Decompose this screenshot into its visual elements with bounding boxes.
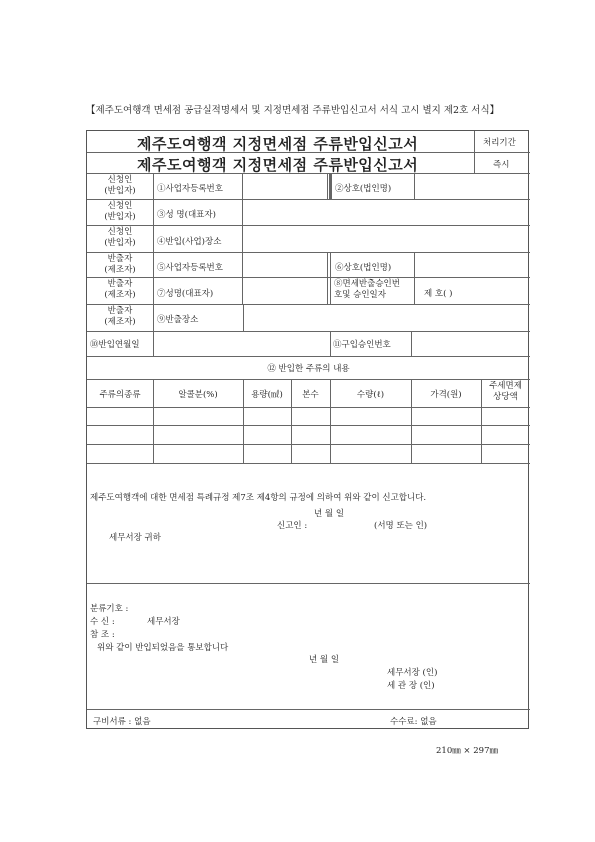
carrier-label-line: 반출자 bbox=[107, 254, 133, 264]
row-divider bbox=[87, 356, 530, 357]
carrier-business-number-label: ⑤사업자등록번호 bbox=[157, 263, 223, 273]
col-header-line: 주세면제 bbox=[489, 381, 522, 391]
import-date-label: ⑩반입연월일 bbox=[90, 340, 140, 350]
exemption-approval-value: 제 호( ) bbox=[424, 289, 453, 299]
representative-name-label: ③성 명(대표자) bbox=[157, 210, 216, 220]
class-code-label: 분류기호 : bbox=[90, 604, 129, 614]
col-divider bbox=[414, 173, 415, 199]
col-divider bbox=[330, 331, 331, 356]
fee: 수수료: 없음 bbox=[390, 717, 437, 727]
declaration-text: 제주도여행객에 대한 면세점 특례규정 제7조 제4항의 규정에 의하여 위와 같이 신고합니다. bbox=[90, 493, 427, 503]
applicant-label-line: (반입자) bbox=[104, 212, 136, 222]
applicant-label-line: (반입자) bbox=[104, 186, 136, 196]
required-documents: 구비서류 : 없음 bbox=[93, 717, 151, 727]
col-divider bbox=[329, 173, 330, 199]
col-divider bbox=[327, 252, 328, 304]
col-divider bbox=[331, 173, 332, 199]
carrier-label-line: 반출자 bbox=[107, 306, 133, 316]
col-header-capacity: 용량(㎖) bbox=[251, 390, 283, 400]
col-divider bbox=[153, 331, 154, 356]
form-header-note: 【제주도여행객 면세점 공급실적명세서 및 지정면세점 주류반입신고서 서식 고시 별지 제2호 서식】 bbox=[86, 105, 500, 116]
exemption-approval-label-line: ⑧면세반출승인번 bbox=[334, 279, 400, 289]
liquor-contents-heading: ⑫ 반입한 주류의 내용 bbox=[267, 364, 350, 374]
addressee: 세무서장 귀하 bbox=[109, 533, 161, 543]
notice-text: 위와 같이 반입되었음을 통보합니다 bbox=[97, 643, 229, 653]
col-header-alcohol: 알콜분(%) bbox=[178, 390, 218, 400]
exemption-approval-label-line: 호및 승인일자 bbox=[334, 290, 386, 300]
recipient-value: 세무서장 bbox=[147, 617, 180, 627]
applicant-label-line: 신청인 bbox=[107, 201, 133, 211]
carrier-label-line: (제조자) bbox=[104, 317, 136, 327]
applicant-label-line: 신청인 bbox=[107, 227, 133, 237]
applicant-label-line: 신청인 bbox=[107, 175, 133, 185]
declaration-form bbox=[86, 130, 529, 729]
recipient-label: 수 신 : bbox=[90, 617, 115, 627]
applicant-label bbox=[87, 175, 153, 197]
form-title-repeat: 제주도여행객 지정면세점 주류반입신고서 bbox=[137, 156, 419, 174]
row-divider bbox=[87, 463, 530, 464]
carrier-label-line: (제조자) bbox=[104, 290, 136, 300]
processing-period-label: 처리기간 bbox=[483, 138, 516, 148]
applicant-label-line: (반입자) bbox=[104, 238, 136, 248]
paper-size: 210㎜ × 297㎜ bbox=[436, 746, 498, 756]
applicant-label bbox=[87, 227, 153, 249]
col-header-line: 상당액 bbox=[493, 392, 518, 402]
carrier-label-line: (제조자) bbox=[104, 265, 136, 275]
col-header-price: 가격(원) bbox=[430, 390, 462, 400]
col-header-tax-exempt bbox=[481, 381, 530, 403]
reference-label: 참 조 : bbox=[90, 630, 115, 640]
col-divider bbox=[242, 173, 243, 304]
carrier-label bbox=[87, 279, 153, 301]
carrier-company-name-label: ⑥상호(법인명) bbox=[335, 263, 392, 273]
form-title: 제주도여행객 지정면세점 주류반입신고서 bbox=[137, 135, 419, 153]
col-header-quantity: 수량(ℓ) bbox=[356, 390, 385, 400]
customs-sign: 세 관 장 (인) bbox=[387, 681, 435, 691]
notice-date: 년 월 일 bbox=[309, 655, 340, 665]
col-divider bbox=[411, 331, 412, 356]
col-divider bbox=[474, 131, 475, 173]
col-header-liquor-type: 주류의종류 bbox=[99, 390, 141, 400]
business-number-label: ①사업자등록번호 bbox=[157, 184, 223, 194]
col-divider bbox=[153, 173, 154, 331]
import-place-label: ④반입(사업)장소 bbox=[157, 237, 222, 247]
declaration-date: 년 월 일 bbox=[314, 509, 345, 519]
applicant-label bbox=[87, 201, 153, 223]
processing-period-value: 즉시 bbox=[493, 160, 510, 170]
row-divider bbox=[87, 583, 530, 584]
purchase-approval-label: ⑪구입승인번호 bbox=[333, 340, 391, 350]
declarant-label: 신고인 : bbox=[277, 521, 308, 531]
declarant-sign: (서명 또는 인) bbox=[374, 521, 428, 531]
tax-office-sign: 세무서장 (인) bbox=[387, 668, 438, 678]
exemption-approval-label bbox=[330, 279, 418, 301]
carry-out-place-label: ⑨반출장소 bbox=[157, 315, 199, 325]
col-divider bbox=[327, 173, 328, 199]
carrier-representative-label: ⑦성명(대표자) bbox=[157, 289, 214, 299]
carrier-label bbox=[87, 306, 153, 328]
carrier-label-line: 반출자 bbox=[107, 279, 133, 289]
company-name-label: ②상호(법인명) bbox=[335, 184, 392, 194]
row-divider bbox=[87, 709, 530, 710]
col-header-count: 본수 bbox=[302, 390, 319, 400]
carrier-label bbox=[87, 254, 153, 276]
col-divider bbox=[243, 304, 244, 331]
